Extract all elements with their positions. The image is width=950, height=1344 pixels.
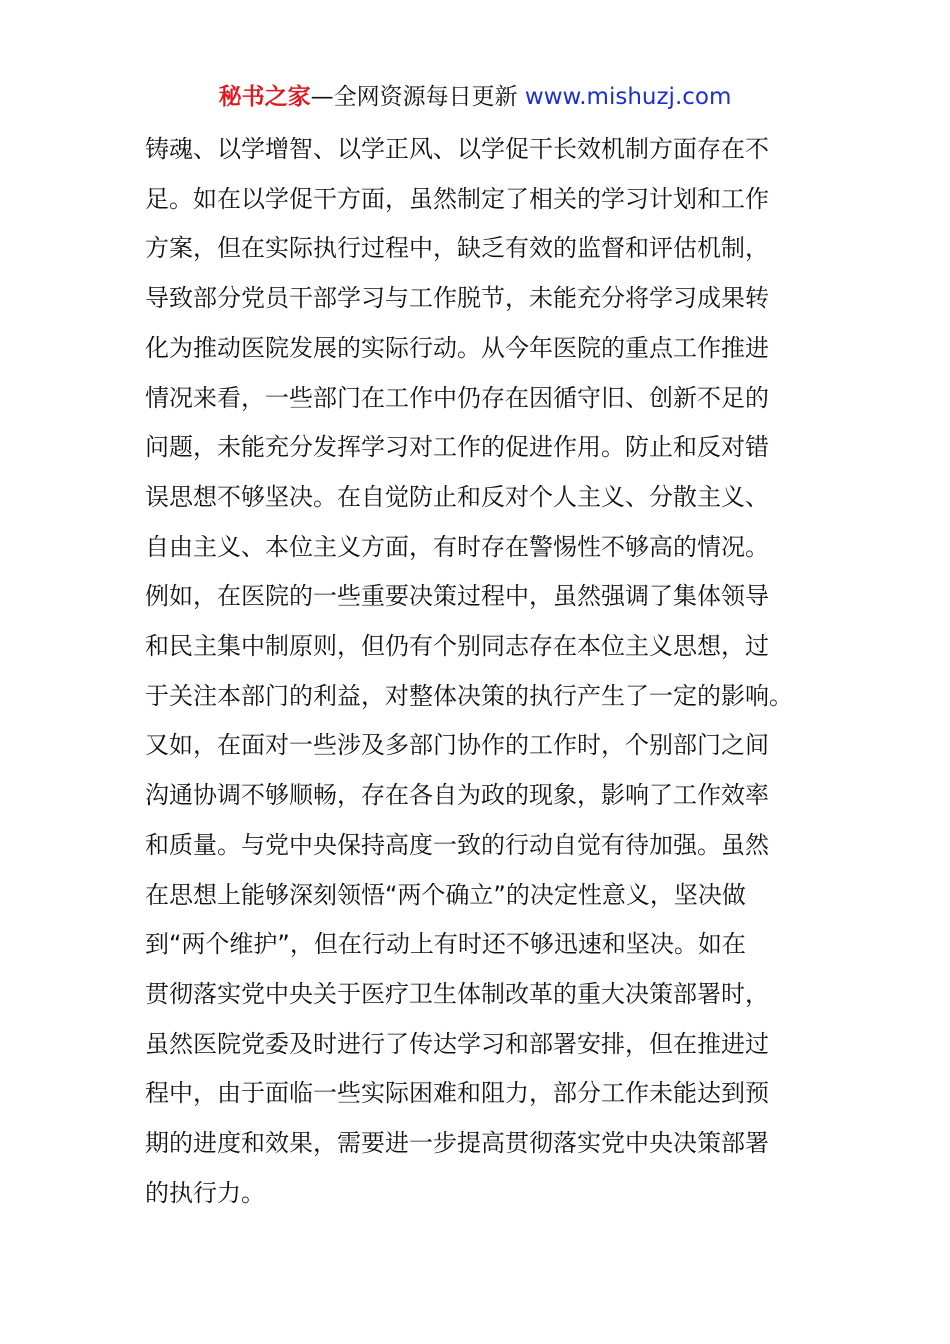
text-line: 虽然医院党委及时进行了传达学习和部署安排，但在推进过 xyxy=(145,1029,769,1058)
text-line: 铸魂、以学增智、以学正风、以学促干长效机制方面存在不 xyxy=(145,135,769,163)
text-line: 误思想不够坚决。在自觉防止和反对个人主义、分散主义、 xyxy=(145,482,769,511)
text-line: 足。如在以学促干方面，虽然制定了相关的学习计划和工作 xyxy=(145,184,769,213)
text-line: 于关注本部门的利益，对整体决策的执行产生了一定的影响。 xyxy=(145,681,793,710)
text-line: 期的进度和效果，需要进一步提高贯彻落实党中央决策部署 xyxy=(145,1129,769,1158)
text-line: 问题，未能充分发挥学习对工作的促进作用。防止和反对错 xyxy=(145,433,769,462)
site-url-link[interactable]: www.mishuzj.com xyxy=(524,84,732,110)
text-line: 在思想上能够深刻领悟“两个确立”的决定性意义，坚决做 xyxy=(145,880,746,909)
text-line: 和质量。与党中央保持高度一致的行动自觉有待加强。虽然 xyxy=(145,830,769,859)
header-tagline: —全网资源每日更新 xyxy=(310,84,525,110)
brand-name: 秘书之家 xyxy=(218,84,311,110)
page-header xyxy=(0,80,950,114)
text-line: 方案，但在实际执行过程中，缺乏有效的监督和评估机制， xyxy=(145,234,769,263)
text-line: 情况来看，一些部门在工作中仍存在因循守旧、创新不足的 xyxy=(145,383,769,412)
text-line: 程中，由于面临一些实际困难和阻力，部分工作未能达到预 xyxy=(145,1079,769,1108)
text-line: 又如，在面对一些涉及多部门协作的工作时，个别部门之间 xyxy=(145,731,769,760)
text-line: 的执行力。 xyxy=(145,1178,265,1207)
text-line: 例如，在医院的一些重要决策过程中，虽然强调了集体领导 xyxy=(145,582,769,611)
text-line: 贯彻落实党中央关于医疗卫生体制改革的重大决策部署时， xyxy=(145,979,769,1008)
text-line: 和民主集中制原则，但仍有个别同志存在本位主义思想，过 xyxy=(145,632,769,661)
text-line: 化为推动医院发展的实际行动。从今年医院的重点工作推进 xyxy=(145,333,769,362)
text-line: 导致部分党员干部学习与工作脱节，未能充分将学习成果转 xyxy=(145,284,769,313)
text-line: 到“两个维护”，但在行动上有时还不够迅速和坚决。如在 xyxy=(145,930,746,959)
document-body xyxy=(145,125,825,1218)
text-line: 沟通协调不够顺畅，存在各自为政的现象，影响了工作效率 xyxy=(145,781,769,810)
text-line: 自由主义、本位主义方面，有时存在警惕性不够高的情况。 xyxy=(145,532,769,561)
